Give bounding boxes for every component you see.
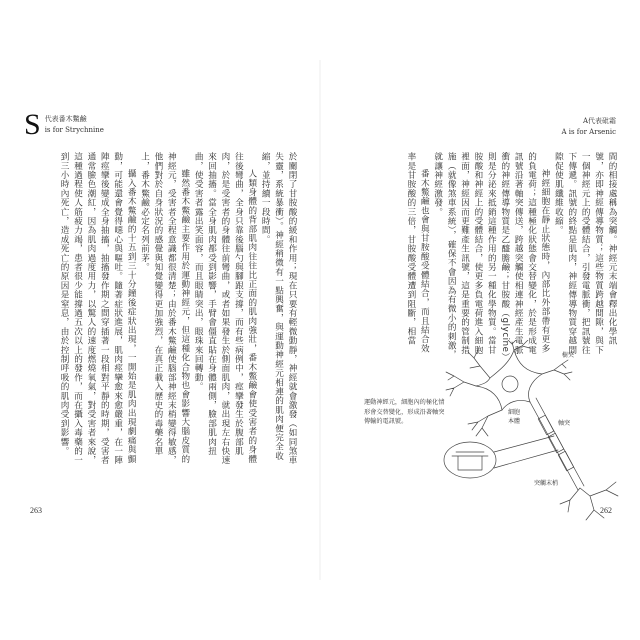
label-cell-body: 細胞本體 bbox=[508, 409, 521, 425]
running-header-left bbox=[24, 110, 104, 140]
label-axon-terminal: 突觸末梢 bbox=[534, 480, 559, 487]
label-axon: 軸突 bbox=[558, 420, 571, 427]
header-title-en: is for Strychnine bbox=[44, 126, 104, 134]
paragraph: 人類身體的背部肌肉往往比正面的肌肉強壯，番木鱉鹼會使受害者的身體往後彎曲，全身只靠後腦勺與腳跟支撐，而有些病例中，痙攣發生於腹部肌肉，於是受害者的身體往前彎曲，或者如果發生於側面肌肉，就出現左右快速來回抽搐。當全身肌肉都受到影響，手臂會僵直貼在身體兩側，臉部肌肉扭曲，使受害者露出笑面容，而且眼睛突出，眼珠來回轉動。 bbox=[193, 152, 257, 465]
figure-caption: 運動神經元，細胞內的極化情形會交替變化，形成沿著軸突傳輸的電訊號。 bbox=[364, 399, 445, 426]
running-header-right bbox=[561, 116, 616, 138]
neuron-diagram bbox=[430, 340, 630, 530]
header-title-en: A is for Arsenic bbox=[561, 128, 616, 136]
header-initial: S bbox=[24, 108, 41, 141]
page-number-right: 262 bbox=[600, 506, 612, 515]
paragraph: 於關閉了甘胺酸的緩和作用；現在只要有輕微動靜，神經就會激發（如同煞車失靈，系統暴衝）。神經稍微有一點興奮，與運動神經元相連的肌肉便完全收縮，並持續一段時間。 bbox=[260, 152, 297, 465]
paragraph: 間的相接處稱為突觸。神經元末端會釋出化學訊號，亦即神經傳導物質；這些物質跨越間隙，與下一個神經元上的受體結合，引發電脈衝，把訊號往下傳遞。訊號的終點是肌肉，神經傳導物質穿越間隙促使肌纖維收縮。 bbox=[553, 152, 617, 355]
neuron-illustration-icon bbox=[430, 340, 630, 530]
body-text-right bbox=[404, 152, 619, 362]
paragraph: 番木鱉鹼也會與甘胺酸受體結合，而且結合效率是甘胺酸的三倍，甘胺酸受體遭到阻斷，相當 bbox=[405, 152, 430, 354]
label-dendrite: 樹突 bbox=[562, 352, 575, 359]
paragraph: 攝入番木鱉鹼的十五到三十分鐘後症狀出現，一開始是肌肉出現劇痛與顫動，可能還會覺得噁心與嘔吐。隨著症狀進展，肌肉痙攣愈來愈嚴重，在一陣陣痙攣後變成全身抽搐，抽搐發作期之間穿插著一段相對平靜的時期，受害者通常臉色潮紅，因為肌肉過度用力，以驚人的速度燃燒氧氣，對受害者來說，這種過程使人筋疲力竭，患者很少能撐過五次以上的發作，而在攝入毒藥的一到三小時內死亡，造成死亡的原因是窒息，由於控制呼吸的肌肉受到影響。 bbox=[59, 152, 137, 465]
paragraph: 雖然番木鱉鹼主要作用於運動神經元，但這種化合物也會影響大腦皮質的神經元，受害者全程意識都很清楚；由於番木鱉鹼使腦部神經末梢變得敏感，他們對於自身狀況的感覺與知覺變得更加強烈，在真正載入歷史的毒藥名單上，番木鱉鹼必定名列前茅。 bbox=[139, 152, 190, 465]
paragraph: 神經細胞在靜止狀態時，內部比外部帶有更多的負電荷；這種極化狀態會交替變化，於是形成電訊號沿著軸突傳送，跨越突觸使相連神經產生電脈衝的神經傳導物質是乙醯膽鹼；甘胺酸（glycine）則是分泌來抵銷這種作用的另一種化學物質。當甘胺酸和神經上的受體結合，使更多負電荷進入細胞裡面，神經因而更難產生訊號，這是重要的管制措施（就像煞車系統），確保不會因為有微小的刺激，就讓神經激發。 bbox=[432, 152, 550, 362]
body-text-left bbox=[57, 152, 298, 472]
right-page bbox=[320, 0, 640, 640]
page-number-left: 263 bbox=[30, 506, 42, 515]
header-title-zh: A代表砒霜 bbox=[582, 117, 616, 125]
header-title-zh: 代表番木鱉鹼 bbox=[44, 115, 87, 123]
